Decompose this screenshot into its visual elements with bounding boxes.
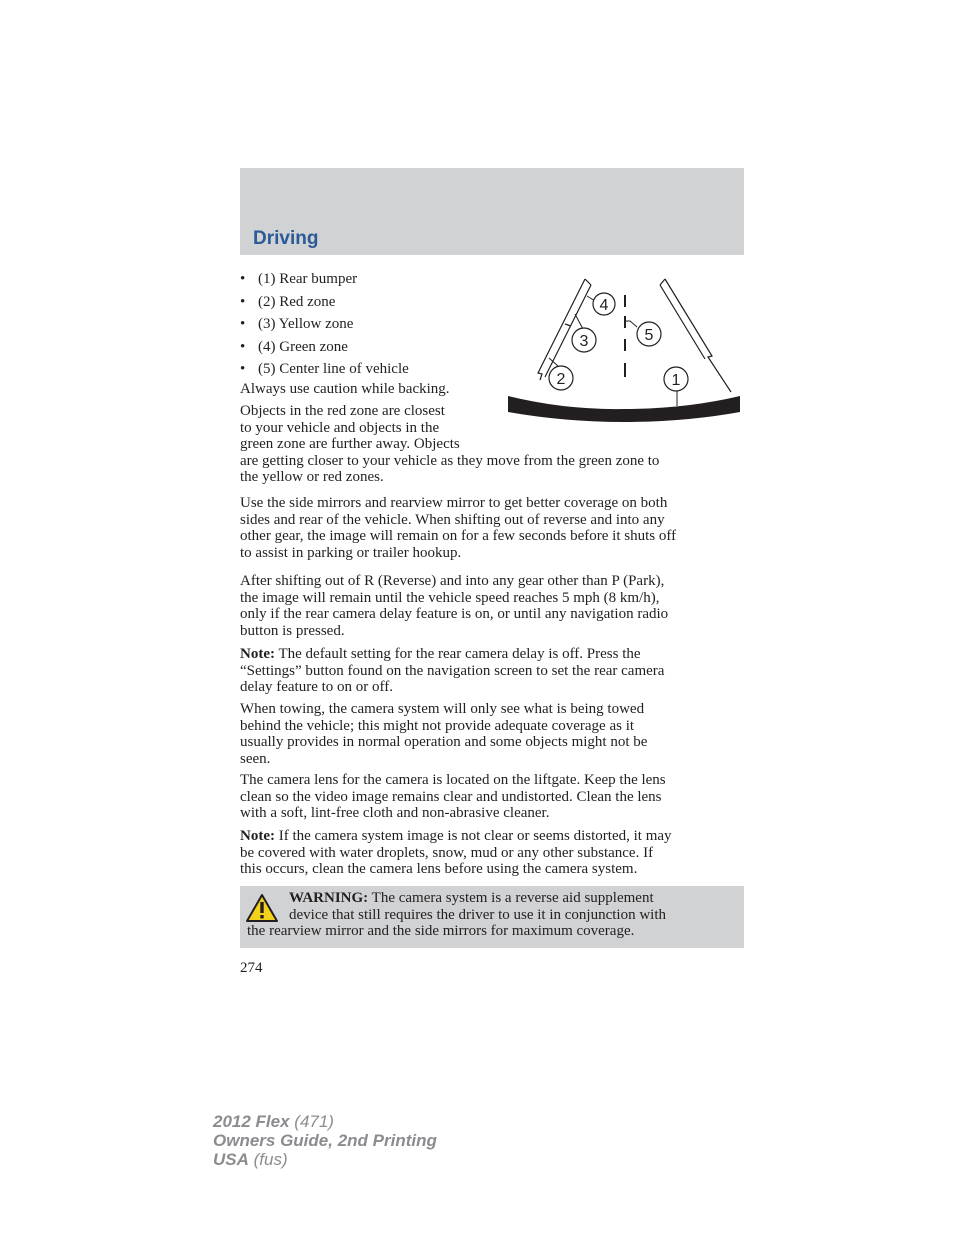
paragraph-towing [240,701,647,767]
callout-1 [664,367,688,391]
text-line: the yellow or red zones. [240,469,384,486]
note-label: Note: [240,646,275,662]
legend-item [240,268,409,291]
text-line: usually provides in normal operation and some objects might not be [240,734,648,751]
text-line: this occurs, clean the camera lens before using the camera system. [240,861,638,878]
text-line [240,828,672,845]
bullet-icon: • [240,316,246,332]
text-line: seen. [240,750,271,767]
warning-text [247,890,737,940]
text-line [240,646,664,663]
legend-item [240,358,409,381]
text-line: other gear, the image will remain on for a few seconds before it shuts off [240,528,677,545]
section-title: Driving [253,228,319,249]
callout-number: 3 [579,333,589,350]
text-line: are getting closer to your vehicle as they move from the green zone to [240,452,660,469]
footer-region: USA [213,1150,249,1169]
callout-5 [637,322,661,346]
footer-line [213,1150,437,1169]
footer-model-code: (471) [289,1112,334,1131]
text-line: The camera lens for the camera is located on the liftgate. Keep the lens [240,772,666,788]
legend-item [240,313,409,336]
bullet-icon: • [240,293,246,310]
footer-line [213,1131,437,1150]
legend-item [240,291,409,314]
bullet-icon: • [240,361,246,377]
callout-number: 5 [644,327,654,344]
text-line: button is pressed. [240,622,345,639]
document-footer [213,1112,437,1169]
text-line [247,890,737,907]
diagram-legend [240,268,409,381]
callout-number: 2 [556,371,566,388]
legend-item-label: (3) Yellow zone [258,316,354,332]
text-line: sides and rear of the vehicle. When shifting out of reverse and into any [240,511,665,528]
callout-2 [549,366,573,390]
note-text: If the camera system image is not clear or seems distorted, it may [274,828,672,844]
text-line: the rearview mirror and the side mirrors for maximum coverage. [247,923,635,940]
legend-item-label: (5) Center line of vehicle [258,361,409,377]
paragraph-mirrors [240,495,676,561]
bullet-icon: • [240,271,246,287]
text-line: Objects in the red zone are closest [240,403,445,419]
text-line: the image will remain until the vehicle speed reaches 5 mph (8 km/h), [240,589,660,606]
warning-line: The camera system is a reverse aid supplement [368,890,654,906]
legend-item-label: (2) Red zone [258,293,336,310]
warning-line: device that still requires the driver to use it in conjunction with [289,906,666,923]
callout-4 [593,293,615,315]
text-line: Use the side mirrors and rearview mirror to get better coverage on both [240,495,668,511]
text-line: green zone are further away. Objects [240,436,460,453]
note-lens-distortion [240,828,672,878]
legend-item-label: (1) Rear bumper [258,271,358,287]
text-line: clean so the video image remains clear and undistorted. Clean the lens [240,788,662,805]
text-line [247,907,737,924]
footer-line [213,1112,437,1131]
page-number: 274 [240,960,263,976]
rear-camera-zone-diagram [505,276,743,424]
text-line: only if the rear camera delay feature is on, or until any navigation radio [240,606,669,623]
footer-model: 2012 Flex [213,1112,290,1131]
legend-item-label: (4) Green zone [258,338,348,355]
callout-number: 1 [671,372,681,389]
warning-label: WARNING: [289,890,369,906]
note-text: The default setting for the rear camera delay is off. Press the [274,646,641,662]
paragraph-lens [240,772,666,822]
text-line: delay feature to on or off. [240,679,393,696]
text-line: with a soft, lint-free cloth and non-abrasive cleaner. [240,805,550,822]
text-line: “Settings” button found on the navigation screen to set the rear camera [240,662,665,679]
note-label: Note: [240,828,275,844]
note-camera-delay [240,646,664,696]
callout-3 [572,328,596,352]
text-line: to assist in parking or trailer hookup. [240,544,462,561]
text-line: When towing, the camera system will only see what is being towed [240,701,645,717]
text-line: Always use caution while backing. [240,381,450,397]
text-line: behind the vehicle; this might not provide adequate coverage as it [240,717,635,734]
legend-item [240,336,409,359]
text-line: After shifting out of R (Reverse) and into any gear other than P (Park), [240,573,665,589]
bullet-icon: • [240,338,246,355]
text-line: be covered with water droplets, snow, mud or any other substance. If [240,844,654,861]
paragraph-zones [240,403,659,486]
paragraph-caution [240,381,450,398]
paragraph-shifting [240,573,668,639]
footer-guide: Owners Guide, 2nd Printing [213,1131,437,1150]
callout-number: 4 [599,297,609,314]
text-line: to your vehicle and objects in the [240,419,440,436]
footer-region-code: (fus) [248,1150,288,1169]
